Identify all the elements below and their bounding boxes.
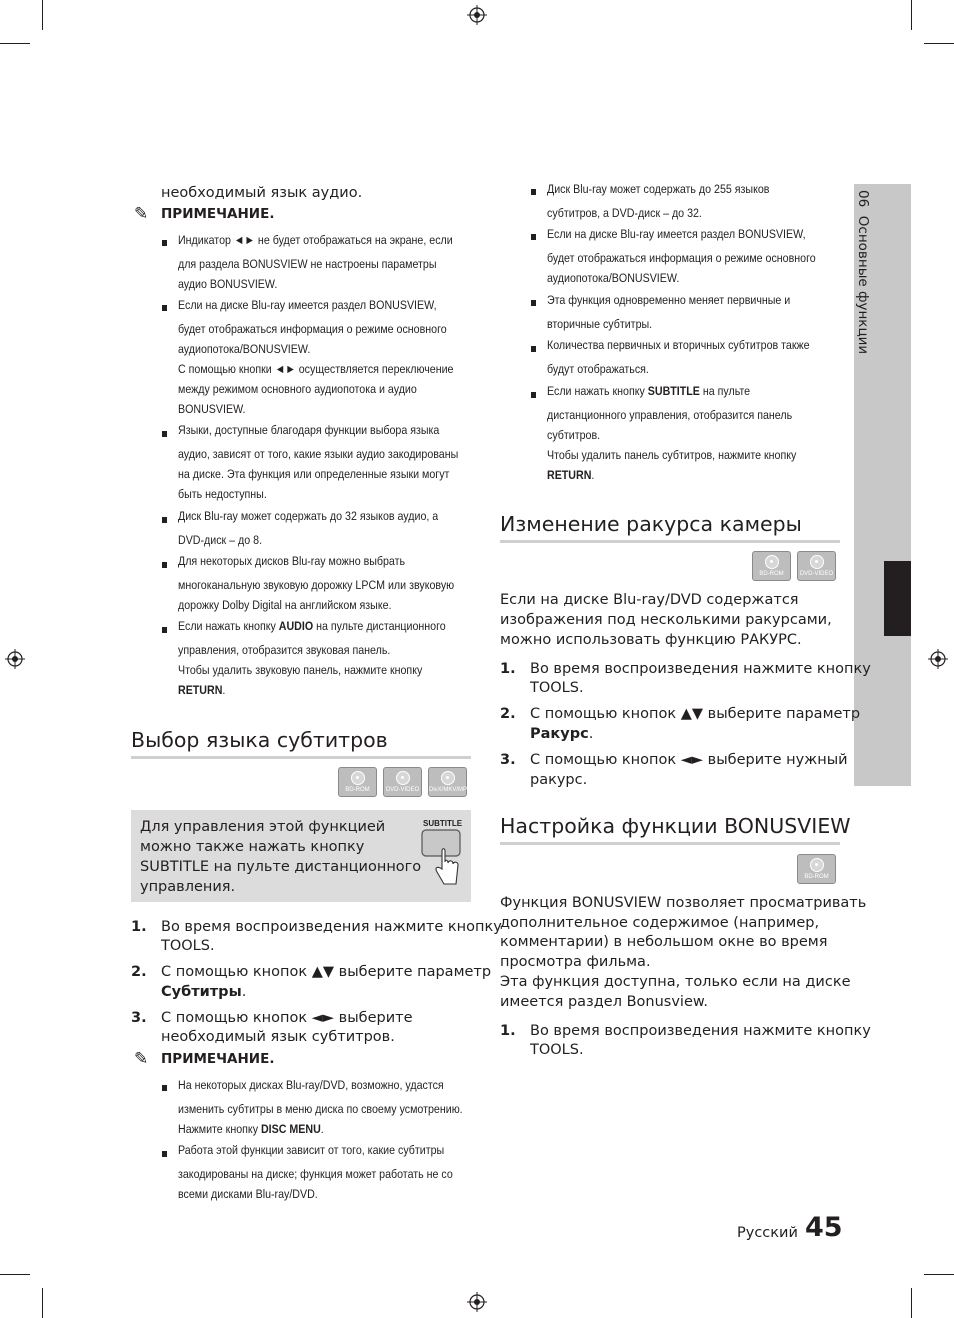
side-tab-label <box>854 190 871 354</box>
step-number: 2. <box>500 706 516 722</box>
disc-menu-button-label: DISC MENU <box>260 1122 321 1136</box>
option-angle: Ракурс <box>530 726 589 742</box>
note-line: субтитров. <box>547 428 601 442</box>
note-line: между режимом основного аудиопотока и аудио <box>178 382 417 396</box>
step-text: ракурс. <box>530 772 588 788</box>
return-button-label: RETURN <box>178 683 223 697</box>
info-box-line: управления. <box>140 879 236 895</box>
note-line: закодированы на диске; функция может работать не со <box>178 1167 453 1181</box>
paragraph-line: можно использовать функцию РАКУРС. <box>500 632 802 648</box>
note-line: аудиопотока/BONUSVIEW. <box>178 342 311 356</box>
crop-mark <box>911 0 912 30</box>
bullet-icon <box>162 1151 167 1157</box>
section-title-subtitles: Выбор языка субтитров <box>131 728 388 752</box>
note-line: Количества первичных и вторичных субтитров также <box>547 338 810 352</box>
note-line: многоканальную звуковую дорожку LPCM или звуковую <box>178 578 455 592</box>
step-text: С помощью кнопок ◄► выберите нужный <box>530 752 848 768</box>
info-box-line: Для управления этой функцией <box>140 819 386 835</box>
note-line: RETURN. <box>178 683 226 697</box>
step-text: TOOLS. <box>161 938 215 954</box>
registration-mark-icon <box>467 1292 487 1312</box>
bullet-icon <box>531 300 536 306</box>
note-line: будет отображаться информация о режиме основного <box>547 251 816 265</box>
note-line: Для некоторых дисков Blu-ray можно выбрать <box>178 554 406 568</box>
bullet-icon <box>531 189 536 195</box>
note-line: будут отображаться. <box>547 362 649 376</box>
note-line: Если на диске Blu-ray имеется раздел BONUSVIEW, <box>178 298 437 312</box>
crop-mark <box>0 43 30 44</box>
pencil-note-icon: ✎ <box>134 1049 149 1069</box>
step-text: Во время воспроизведения нажмите кнопку <box>530 1023 871 1039</box>
step-text: С помощью кнопок ▲▼ выберите параметр <box>530 706 861 722</box>
continuation-text: необходимый язык аудио. <box>161 185 363 201</box>
audio-button-label: AUDIO <box>278 619 314 633</box>
note-line: DVD-диск – до 8. <box>178 533 263 547</box>
note-line: аудиопотока/BONUSVIEW. <box>547 271 680 285</box>
note-line: на диске. Эта функция или определенные языки могут <box>178 467 450 481</box>
tools-button-label: TOOLS <box>530 680 579 696</box>
remote-subtitle-button-icon <box>420 829 464 887</box>
step-text: TOOLS. <box>530 680 584 696</box>
note-line: аудио, зависят от того, какие языки аудио закодированы <box>178 447 459 461</box>
bullet-icon <box>162 517 167 523</box>
remote-button-caption: SUBTITLE <box>423 819 463 828</box>
option-subtitles: Субтитры <box>161 984 242 1000</box>
crop-mark <box>924 1274 954 1275</box>
step-number: 3. <box>500 752 516 768</box>
crop-mark <box>42 0 43 30</box>
paragraph-line: Функция BONUSVIEW позволяет просматривать <box>500 895 867 911</box>
paragraph-line: Эта функция доступна, только если на диске <box>500 974 851 990</box>
paragraph-line: просмотра фильма. <box>500 954 651 970</box>
section-divider <box>500 540 840 543</box>
note-line: На некоторых дисках Blu-ray/DVD, возможно, удастся <box>178 1078 444 1092</box>
registration-mark-icon <box>928 649 948 669</box>
note-line: управления, отобразится звуковая панель. <box>178 643 391 657</box>
bullet-icon <box>531 346 536 352</box>
step-number: 1. <box>500 661 516 677</box>
subtitle-button-label: SUBTITLE <box>140 859 209 875</box>
note-line: RETURN. <box>547 468 595 482</box>
note-line: Чтобы удалить панель субтитров, нажмите кнопку <box>547 448 797 462</box>
note-line: аудио BONUSVIEW. <box>178 277 278 291</box>
info-box-line: можно также нажать кнопку <box>140 839 365 855</box>
step-text: Во время воспроизведения нажмите кнопку <box>530 661 871 677</box>
info-box-line: SUBTITLE на пульте дистанционного <box>140 859 422 875</box>
note-line: дорожку Dolby Digital на английском языке. <box>178 598 392 612</box>
tools-button-label: TOOLS <box>530 1042 579 1058</box>
step-text: С помощью кнопок ▲▼ выберите параметр <box>161 964 492 980</box>
note-line: субтитров, а DVD-диск – до 32. <box>547 206 702 220</box>
step-text: Во время воспроизведения нажмите кнопку <box>161 919 502 935</box>
disc-badge-bd-rom-icon: BD-ROM <box>338 767 377 797</box>
note-line: Если нажать кнопку AUDIO на пульте дистанционного <box>178 619 446 633</box>
step-text: С помощью кнопок ◄► выберите <box>161 1010 413 1026</box>
bullet-icon <box>162 305 167 311</box>
disc-badge-dvd-video-icon: DVD-VIDEO <box>797 551 836 581</box>
note-line: Диск Blu-ray может содержать до 32 языков аудио, а <box>178 509 439 523</box>
note-line: быть недоступны. <box>178 487 267 501</box>
crop-mark <box>0 1274 30 1275</box>
step-number: 3. <box>131 1010 147 1026</box>
step-text: TOOLS. <box>530 1042 584 1058</box>
note-heading: ПРИМЕЧАНИЕ. <box>161 206 275 222</box>
bullet-icon <box>531 392 536 398</box>
return-button-label: RETURN <box>547 468 592 482</box>
note-line: изменить субтитры в меню диска по своему усмотрению. <box>178 1102 463 1116</box>
note-line: Эта функция одновременно меняет первичные и <box>547 293 791 307</box>
side-tab-title: Основные функции <box>855 215 871 355</box>
registration-mark-icon <box>467 5 487 25</box>
note-line: Индикатор ◄► не будет отображаться на экране, если <box>178 233 453 247</box>
paragraph-line: имеется раздел Bonusview. <box>500 994 708 1010</box>
side-tab-number: 06 <box>855 190 871 208</box>
note-line: Диск Blu-ray может содержать до 255 языков <box>547 182 770 196</box>
note-line: дистанционного управления, отобразится панель <box>547 408 793 422</box>
note-line: вторичные субтитры. <box>547 317 653 331</box>
bullet-icon <box>531 234 536 240</box>
bullet-icon <box>162 431 167 437</box>
bullet-icon <box>162 627 167 633</box>
note-line: будет отображаться информация о режиме основного <box>178 322 447 336</box>
note-heading: ПРИМЕЧАНИЕ. <box>161 1051 275 1067</box>
note-line: Если нажать кнопку SUBTITLE на пульте <box>547 384 751 398</box>
crop-mark <box>42 1288 43 1318</box>
note-line: С помощью кнопки ◄► осуществляется переключение <box>178 362 454 376</box>
tools-button-label: TOOLS <box>161 938 210 954</box>
section-title-camera-angle: Изменение ракурса камеры <box>500 512 802 536</box>
bullet-icon <box>162 1085 167 1091</box>
note-line: Чтобы удалить звуковую панель, нажмите кнопку <box>178 663 423 677</box>
step-text: Ракурс. <box>530 726 594 742</box>
section-divider <box>131 756 471 759</box>
bullet-icon <box>162 562 167 568</box>
note-line: Языки, доступные благодаря функции выбора языка <box>178 423 440 437</box>
crop-mark <box>911 1288 912 1318</box>
disc-badge-bd-rom-icon: BD-ROM <box>752 551 791 581</box>
step-number: 1. <box>500 1023 516 1039</box>
disc-badge-bd-rom-icon: BD-ROM <box>797 854 836 884</box>
note-line: всеми дисками Blu-ray/DVD. <box>178 1187 318 1201</box>
paragraph-line: Если на диске Blu-ray/DVD содержатся <box>500 592 799 608</box>
footer-language: Русский <box>737 1225 798 1241</box>
note-line: для раздела BONUSVIEW не настроены параметры <box>178 257 437 271</box>
note-line: Нажмите кнопку DISC MENU. <box>178 1122 324 1136</box>
section-divider <box>500 842 840 845</box>
step-text: необходимый язык субтитров. <box>161 1029 395 1045</box>
step-number: 1. <box>131 919 147 935</box>
bullet-icon <box>162 240 167 246</box>
side-tab-marker <box>884 561 911 636</box>
paragraph-line: комментарии) в небольшом окне во время <box>500 934 828 950</box>
paragraph-line: изображения под несколькими ракурсами, <box>500 612 832 628</box>
section-title-bonusview: Настройка функции BONUSVIEW <box>500 814 851 838</box>
paragraph-line: дополнительное содержимое (например, <box>500 915 820 931</box>
subtitle-button-label: SUBTITLE <box>647 384 700 398</box>
note-line: Если на диске Blu-ray имеется раздел BONUSVIEW, <box>547 227 806 241</box>
disc-badge-divx-icon: DivX/MKV/MP4 <box>428 767 467 797</box>
page-number: 45 <box>805 1212 843 1243</box>
pencil-note-icon: ✎ <box>134 204 149 224</box>
note-line: BONUSVIEW. <box>178 402 246 416</box>
registration-mark-icon <box>5 649 25 669</box>
crop-mark <box>924 43 954 44</box>
disc-badge-dvd-video-icon: DVD-VIDEO <box>383 767 422 797</box>
note-line: Работа этой функции зависит от того, какие субтитры <box>178 1143 445 1157</box>
step-number: 2. <box>131 964 147 980</box>
step-text: Субтитры. <box>161 984 247 1000</box>
